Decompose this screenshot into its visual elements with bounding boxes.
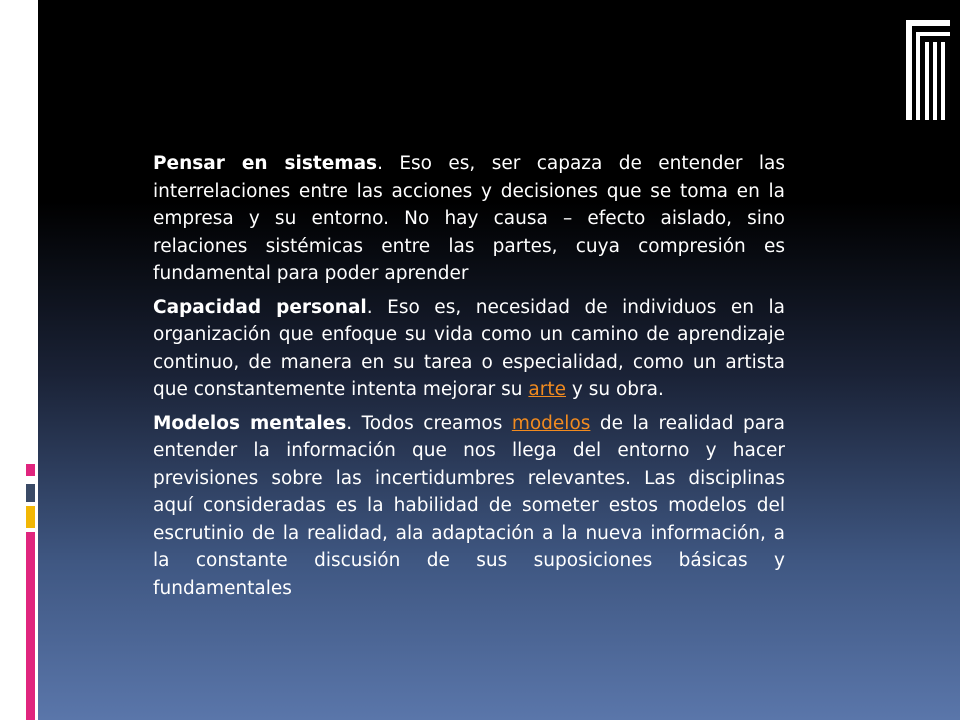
paragraph-text: . Eso es, ser capaza de entender las interrelaciones entre las acciones y decisiones que se toma en la empresa y su entorno. No hay causa – efecto aislado, sino relaciones sistémicas entre las partes, cuya compresión es fundamental para poder aprender: [153, 153, 785, 284]
paragraph-text: . Todos creamos: [346, 412, 512, 434]
term-modelos-mentales: Modelos mentales: [153, 412, 347, 434]
paragraph-text: y su obra.: [566, 379, 664, 400]
term-pensar-en-sistemas: Pensar en sistemas: [153, 153, 378, 174]
paragraph-pensar-en-sistemas: [153, 150, 785, 288]
paragraph-text: de la realidad para entender la información que nos llega del entorno y hacer previsiones sobre las incertidumbres relevantes. Las disciplinas aquí consideradas es la habilidad de someter estos modelos del escrutinio de la realidad, ala adaptación a la nueva información, a la constante discusión de sus suposiciones básicas y fundamentales: [153, 412, 785, 599]
accent-bar-pink-bottom: [26, 532, 35, 720]
term-capacidad-personal: Capacidad personal: [153, 296, 367, 318]
slide-body: [153, 150, 785, 608]
paragraph-text: . Eso es, necesidad de individuos en la organización que enfoque su vida como un camino de aprendizaje continuo, de manera en su tarea o especialidad, como un artista que constantemente intenta mejorar su: [153, 296, 785, 400]
accent-bar-yellow: [26, 506, 35, 528]
link-arte[interactable]: arte: [528, 379, 566, 400]
link-modelos[interactable]: modelos: [511, 412, 591, 434]
accent-bar-gray: [26, 484, 35, 502]
decorative-lines-icon: [906, 20, 950, 120]
paragraph-modelos-mentales: [153, 410, 785, 603]
accent-bar-pink-top: [26, 464, 35, 476]
paragraph-capacidad-personal: [153, 294, 785, 404]
